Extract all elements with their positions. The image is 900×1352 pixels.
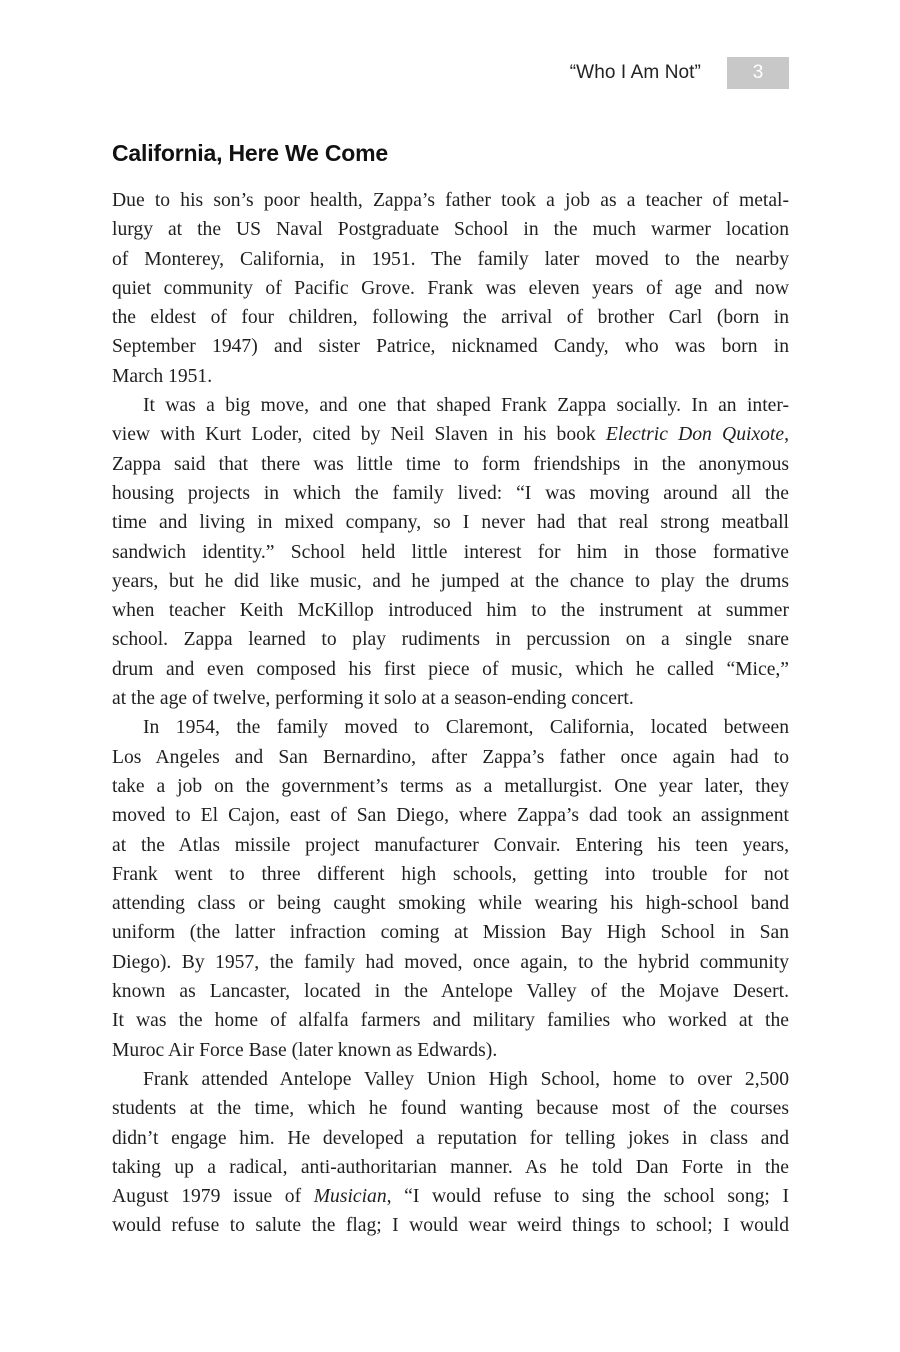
text-line: moved to El Cajon, east of San Diego, where Zappa’s dad took an assignment: [112, 805, 789, 827]
text-line: when teacher Keith McKillop introduced him to the instrument at summer: [112, 600, 789, 622]
text-line: Los Angeles and San Bernardino, after Zappa’s father once again had to: [112, 746, 789, 768]
text-line: March 1951.: [112, 365, 213, 387]
text-line: would refuse to salute the flag; I would wear weird things to school; I would: [112, 1215, 789, 1237]
text-line: at the age of twelve, performing it solo at a season-ending concert.: [112, 688, 634, 710]
text-line-with-title: [112, 1182, 789, 1211]
text-segment: view with Kurt Loder, cited by Neil Slaven in his book: [112, 424, 606, 446]
running-title: “Who I Am Not”: [569, 62, 701, 83]
text-segment: ,: [784, 424, 789, 446]
section-heading: California, Here We Come: [112, 140, 388, 166]
text-line: Due to his son’s poor health, Zappa’s father took a job as a teacher of metal-: [112, 190, 789, 211]
text-line: Zappa said that there was little time to form friendships in the anonymous: [112, 453, 789, 475]
magazine-title: Musician: [313, 1186, 387, 1208]
text-line: years, but he did like music, and he jumped at the chance to play the drums: [112, 570, 789, 592]
text-line: drum and even composed his first piece of music, which he called “Mice,”: [112, 658, 789, 680]
text-line: taking up a radical, anti-authoritarian manner. As he told Dan Forte in the: [112, 1156, 789, 1178]
text-line: sandwich identity.” School held little interest for him in those formative: [112, 541, 789, 563]
text-line: time and living in mixed company, so I never had that real strong meatball: [112, 512, 789, 534]
text-line: Frank attended Antelope Valley Union High School, home to over 2,500: [143, 1068, 789, 1090]
text-line: It was a big move, and one that shaped Frank Zappa socially. In an inter-: [143, 395, 789, 417]
running-head: [570, 57, 789, 89]
text-line: September 1947) and sister Patrice, nicknamed Candy, who was born in: [112, 336, 789, 358]
text-line: attending class or being caught smoking while wearing his high-school band: [112, 893, 789, 915]
text-line: the eldest of four children, following the arrival of brother Carl (born in: [112, 307, 789, 329]
text-line: take a job on the government’s terms as a metallurgist. One year later, they: [112, 775, 789, 797]
paragraph-4: [112, 1065, 789, 1241]
text-line: at the Atlas missile project manufacturer Convair. Entering his teen years,: [112, 834, 789, 856]
text-line: Muroc Air Force Base (later known as Edwards).: [112, 1039, 498, 1061]
book-title: Electric Don Quixote: [605, 424, 785, 446]
paragraph-2: [112, 391, 789, 713]
text-line: housing projects in which the family lived: “I was moving around all the: [112, 482, 789, 504]
text-line: known as Lancaster, located in the Antelope Valley of the Mojave Desert.: [112, 981, 789, 1003]
text-line: It was the home of alfalfa farmers and military families who worked at the: [112, 1010, 789, 1032]
text-line: of Monterey, California, in 1951. The family later moved to the nearby: [112, 248, 789, 270]
paragraph-1: [112, 186, 789, 391]
text-segment: , “I would refuse to sing the school song; I: [386, 1186, 789, 1208]
text-line: In 1954, the family moved to Claremont, California, located between: [143, 717, 789, 739]
text-line: school. Zappa learned to play rudiments in percussion on a single snare: [112, 629, 789, 651]
text-segment: August 1979 issue of: [112, 1186, 314, 1208]
text-line: Frank went to three different high schools, getting into trouble for not: [112, 863, 789, 885]
text-line: students at the time, which he found wanting because most of the courses: [112, 1098, 789, 1120]
text-line: uniform (the latter infraction coming at Mission Bay High School in San: [112, 922, 789, 944]
text-line: didn’t engage him. He developed a reputation for telling jokes in class and: [112, 1127, 789, 1149]
text-line: quiet community of Pacific Grove. Frank was eleven years of age and now: [112, 277, 789, 299]
text-line: Diego). By 1957, the family had moved, once again, to the hybrid community: [112, 951, 789, 973]
paragraph-3: [112, 713, 789, 1065]
text-line-with-title: [112, 420, 789, 449]
body-text: [112, 186, 789, 1241]
text-line: lurgy at the US Naval Postgraduate School in the much warmer location: [112, 219, 789, 241]
page-number-box: 3: [727, 57, 789, 89]
